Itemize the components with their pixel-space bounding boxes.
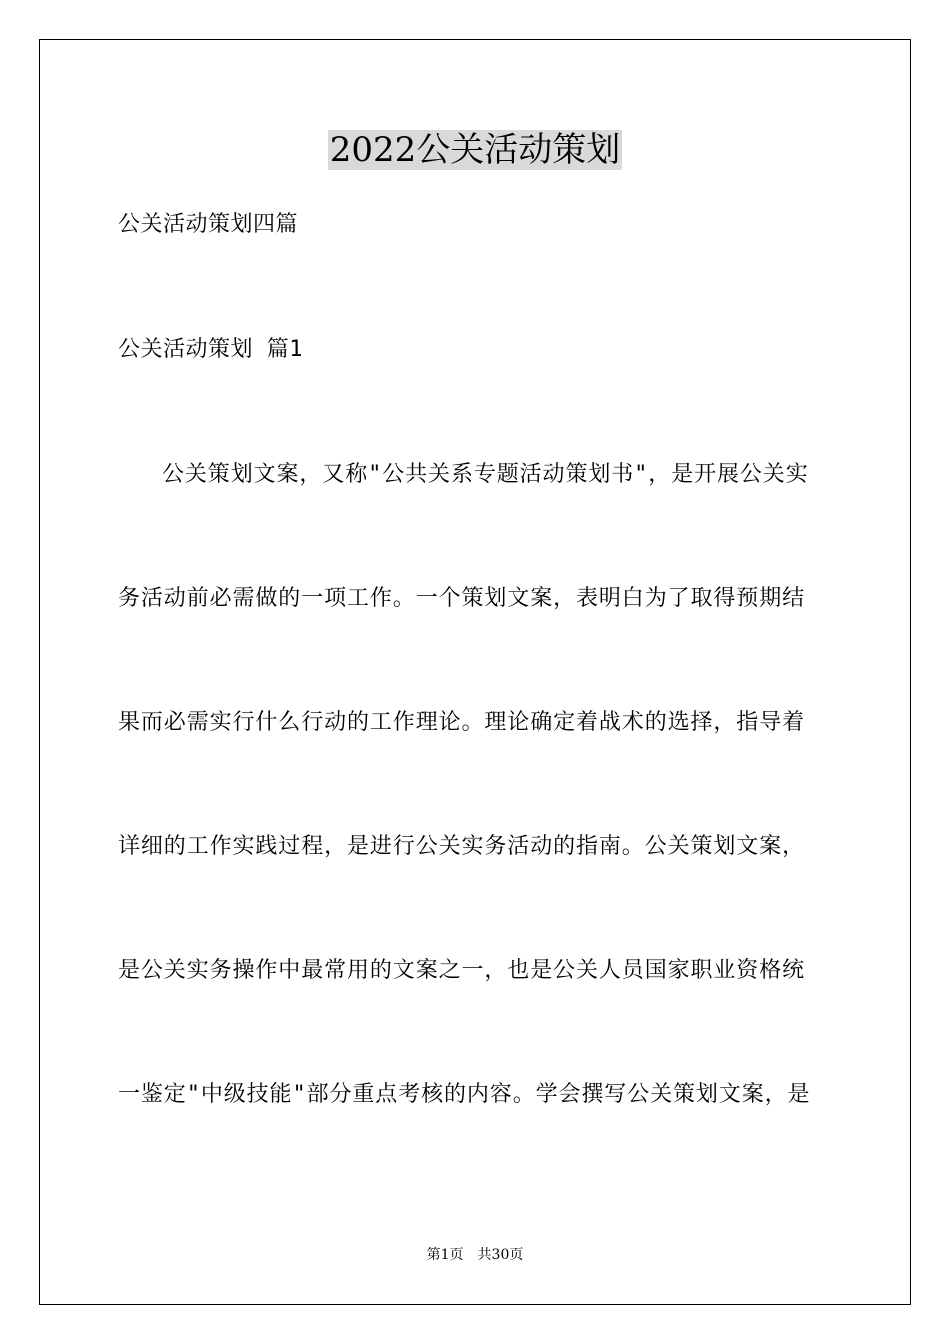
page-number: 第1页 <box>426 1247 464 1263</box>
page-total: 共30页 <box>477 1247 524 1263</box>
paragraph-line: 果而必需实行什么行动的工作理论。理论确定着战术的选择，指导着 <box>118 710 806 735</box>
paragraph-line: 是公关实务操作中最常用的文案之一，也是公关人员国家职业资格统 <box>118 958 806 983</box>
page-footer <box>0 1245 950 1265</box>
paragraph-line: 一鉴定"中级技能"部分重点考核的内容。学会撰写公关策划文案，是 <box>118 1082 811 1107</box>
paragraph-line: 公关策划文案，又称"公共关系专题活动策划书"，是开展公关实 <box>162 462 809 487</box>
section-heading: 公关活动策划 篇1 <box>118 337 303 362</box>
document-subtitle: 公关活动策划四篇 <box>118 212 299 237</box>
paragraph-line: 务活动前必需做的一项工作。一个策划文案，表明白为了取得预期结 <box>118 586 806 611</box>
document-title <box>0 128 950 172</box>
paragraph-line: 详细的工作实践过程，是进行公关实务活动的指南。公关策划文案， <box>118 834 806 859</box>
document-title-text: 2022公关活动策划 <box>329 130 621 170</box>
